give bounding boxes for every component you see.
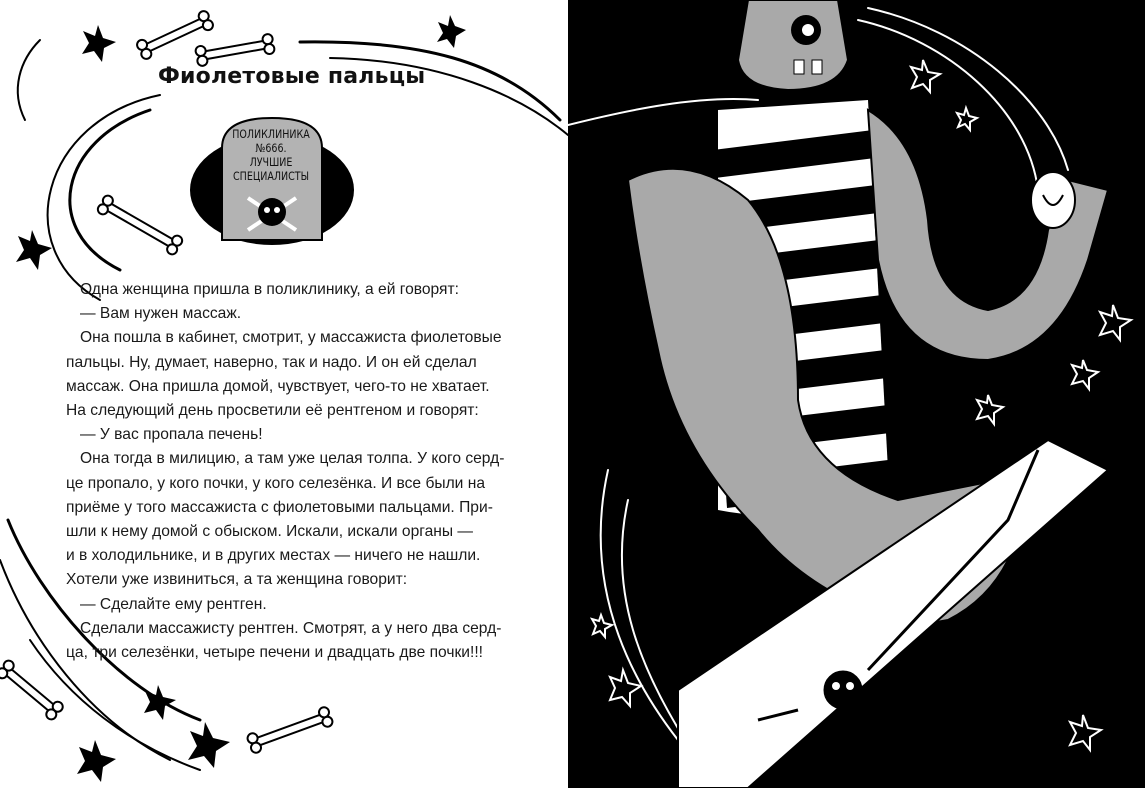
story-line: пальцы. Ну, думает, наверно, так и надо. И он ей сделал <box>66 353 477 371</box>
story-line: ца, три селезёнки, четыре печени и двадцать две почки!!! <box>66 644 484 662</box>
clinic-sign-text <box>230 127 313 183</box>
star-icon <box>437 15 466 48</box>
star-icon <box>1070 715 1101 750</box>
star-icon <box>592 615 612 637</box>
masseur-illustration <box>568 0 1145 788</box>
story-line: шли к нему домой с обыском. Искали, искали органы — <box>66 523 474 541</box>
bone-icon <box>195 33 275 66</box>
story-line: На следующий день просветили её рентгеном и говорят: <box>66 402 479 420</box>
right-page-illustration <box>568 0 1145 788</box>
story-line: — Сделайте ему рентген. <box>80 595 267 613</box>
story-line: це пропало, у кого почки, у кого селезёнка. И все были на <box>66 474 486 492</box>
sign-line: ЛУЧШИЕ <box>249 155 293 169</box>
story-line: массаж. Она пришла домой, чувствует, чего-то не хватает. <box>66 377 490 395</box>
star-icon <box>144 685 176 720</box>
star-icon <box>188 722 230 768</box>
story-line: и в холодильнике, и в других местах — ничего не нашли. <box>66 547 481 565</box>
sign-line: №666. <box>255 141 287 155</box>
upper-right-arm <box>868 110 1108 360</box>
sign-line: СПЕЦИАЛИСТЫ <box>233 169 309 183</box>
masseur-head <box>738 0 848 90</box>
star-icon <box>1072 360 1098 389</box>
story-line: — Вам нужен массаж. <box>80 305 242 323</box>
star-icon <box>16 230 52 270</box>
bone-icon <box>0 659 65 722</box>
story-line: Она тогда в милицию, а там уже целая толпа. У кого серд- <box>80 450 505 468</box>
story-line: Она пошла в кабинет, смотрит, у массажиста фиолетовые <box>80 329 502 347</box>
star-icon <box>1100 305 1131 340</box>
story-body <box>66 278 516 665</box>
story-line: приёме у того массажиста с фиолетовыми пальцами. При- <box>66 498 493 516</box>
story-line: Одна женщина пришла в поликлинику, а ей говорят: <box>80 281 459 298</box>
story-title: Фиолетовые пальцы <box>158 64 426 89</box>
star-icon <box>977 395 1003 424</box>
story-line: Хотели уже извиниться, а та женщина говорит: <box>66 571 408 589</box>
star-icon <box>911 60 940 92</box>
bone-icon <box>96 194 184 256</box>
star-icon <box>957 108 977 130</box>
heart-icon <box>1031 172 1075 228</box>
star-icon <box>82 25 116 62</box>
star-icon <box>77 740 116 782</box>
story-line: Сделали массажисту рентген. Смотрят, а у него два серд- <box>80 619 502 637</box>
left-page <box>0 0 568 788</box>
sign-line: ПОЛИКЛИНИКА <box>232 127 310 141</box>
bone-icon <box>246 706 334 754</box>
story-line: — У вас пропала печень! <box>80 426 263 444</box>
